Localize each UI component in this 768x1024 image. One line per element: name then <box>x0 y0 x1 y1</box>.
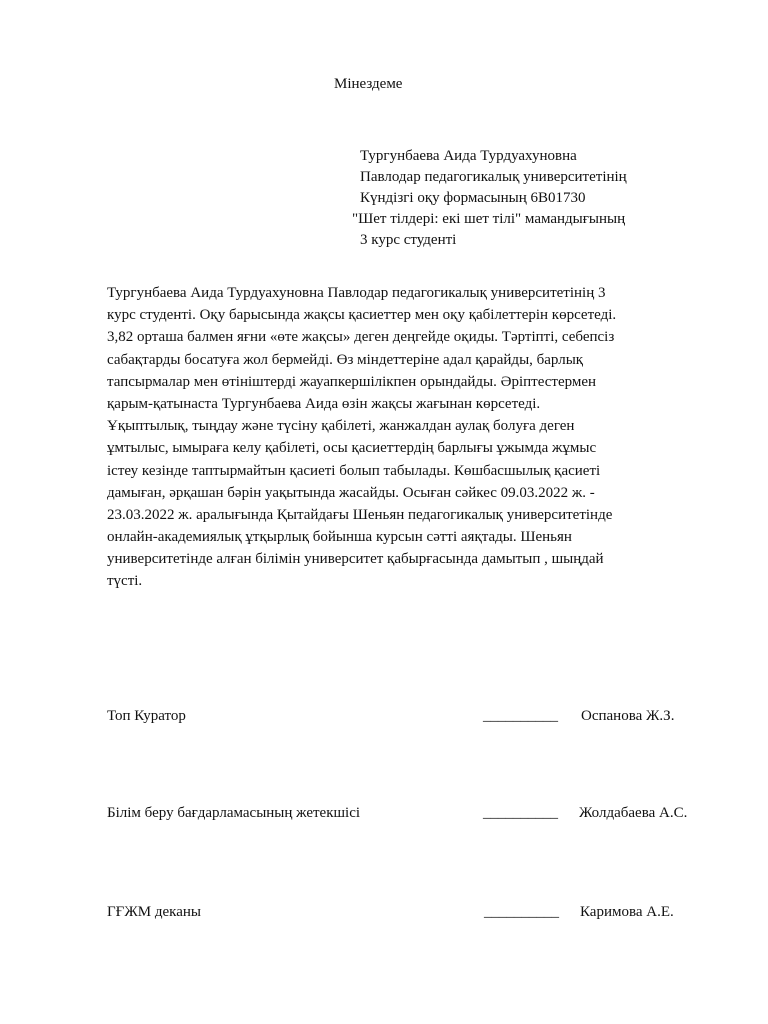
addressee-line: 3 курс студенті <box>360 232 457 248</box>
body-line: ұмтылыс, ымыраға келу қабілеті, осы қасиеттердің барлығы ұжымда жұмыс <box>107 440 597 457</box>
signature-blank: __________ <box>483 708 558 724</box>
signature-blank: __________ <box>484 904 559 920</box>
signature-row-curator <box>107 705 717 727</box>
addressee-block <box>345 146 745 251</box>
signature-name: Жолдабаева А.С. <box>579 805 688 821</box>
addressee-line: Тургунбаева Аида Турдуахуновна <box>360 148 577 164</box>
body-line: университетінде алған білімін университет қабырғасында дамытып , шыңдай <box>107 551 604 568</box>
signature-row-dean <box>107 901 717 923</box>
body-line: түсті. <box>107 573 143 590</box>
signature-name: Оспанова Ж.З. <box>581 708 675 724</box>
body-line: істеу кезінде таптырмайтын қасиеті болып табылады. Көшбасшылық қасиеті <box>107 462 601 479</box>
signature-role: ГҒЖМ деканы <box>107 904 201 920</box>
body-line: 3,82 орташа балмен яғни «өте жақсы» деген деңгейде оқиды. Тәртіпті, себепсіз <box>107 329 615 346</box>
body-line: дамыған, әрқашан бәрін уақытында жасайды. Осыған сәйкес 09.03.2022 ж. - <box>107 484 595 501</box>
body-line: курс студенті. Оқу барысында жақсы қасиеттер мен оқу қабілеттерін көрсетеді. <box>107 307 617 324</box>
signature-name: Каримова А.Е. <box>580 904 674 920</box>
signature-row-program-head <box>107 802 717 824</box>
addressee-line: Павлодар педагогикалық университетінің <box>360 169 627 185</box>
body-line: 23.03.2022 ж. аралығында Қытайдағы Шеньян педагогикалық университетінде <box>107 506 613 523</box>
body-line: сабақтарды босатуға жол бермейді. Өз міндеттеріне адал қарайды, барлық <box>107 351 584 368</box>
body-paragraph <box>107 282 727 593</box>
body-line: Тургунбаева Аида Турдуахуновна Павлодар педагогикалық университетінің 3 <box>107 285 606 301</box>
body-line: онлайн-академиялық ұтқырлық бойынша курсын сәтті аяқтады. Шеньян <box>107 529 572 546</box>
addressee-line: Күндізгі оқу формасының 6В01730 <box>360 190 586 206</box>
signature-blank: __________ <box>483 805 558 821</box>
document-title: Мінездеме <box>334 76 403 92</box>
signature-role: Білім беру бағдарламасының жетекшісі <box>107 805 361 821</box>
body-line: тапсырмалар мен өтініштерді жауапкершілікпен орындайды. Әріптестермен <box>107 373 597 390</box>
signature-role: Топ Куратор <box>107 708 186 724</box>
body-line: Ұқыптылық, тыңдау және түсіну қабілеті, жанжалдан аулақ болуға деген <box>107 418 575 435</box>
body-line: қарым-қатынаста Тургунбаева Аида өзін жақсы жағынан көрсетеді. <box>107 395 541 412</box>
addressee-line: "Шет тілдері: екі шет тілі" мамандығының <box>352 211 626 227</box>
